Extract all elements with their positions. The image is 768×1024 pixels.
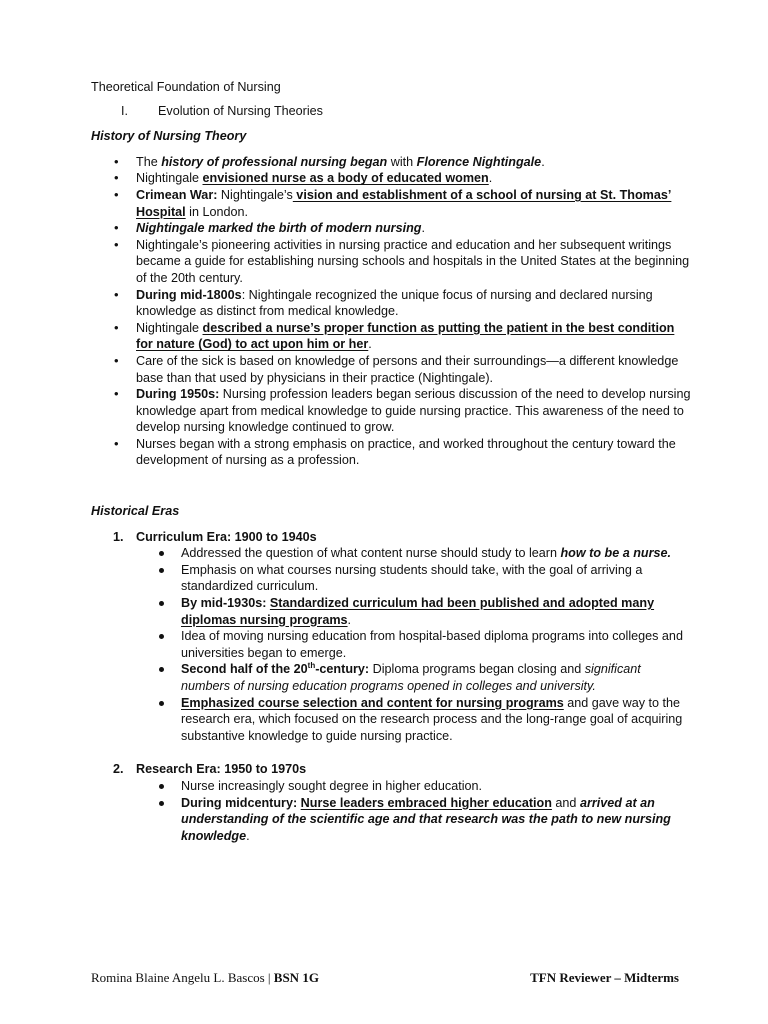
document-title: Theoretical Foundation of Nursing [91, 80, 281, 94]
text: Emphasis on what courses nursing students should take, with the goal of arriving a standardized curriculum. [181, 562, 643, 594]
footer-left [91, 970, 319, 986]
text: During mid-1800s [136, 287, 242, 302]
text: Idea of moving nursing education from hospital-based diploma programs into colleges and universities began to emerge. [181, 629, 683, 660]
text: Nightingale’s [217, 187, 293, 202]
text: Nightingale’s pioneering activities in nursing practice and education and her subsequent writings became a guide for establishing nursing schools and hospitals in the United States at the beginning of the 20th century. [136, 237, 690, 285]
list-item [91, 562, 691, 595]
history-heading: History of Nursing Theory [91, 129, 247, 144]
list-item [91, 287, 691, 320]
text: Nightingale [136, 320, 203, 335]
text: By mid-1930s: [181, 596, 267, 611]
era-number: 2. [113, 762, 124, 777]
text: Standardized curriculum had been published and adopted many diplomas nursing programs [181, 596, 655, 627]
list-item [91, 187, 691, 220]
text: . [541, 154, 545, 169]
text: . [368, 337, 372, 352]
list-item [91, 237, 691, 287]
text: The [136, 154, 162, 169]
text: Second half of the 20 [181, 662, 308, 677]
text: Nurse increasingly sought degree in higher education. [181, 778, 483, 793]
list-item [91, 628, 691, 661]
text: Nightingale marked the birth of modern nursing [136, 221, 422, 236]
text: and gave way to the research era, which focused on the research process and the long-range goal of acquiring substantive knowledge to guide nursing practice. [181, 695, 683, 743]
text: Care of the sick is based on knowledge of persons and their surroundings—a different knowledge base than that used by physicians in their practice (Nightingale). [136, 353, 679, 385]
text: Nursing profession leaders began serious discussion of the need to develop nursing knowledge apart from medical knowledge to guide nursing practice. This awareness of the need to develop nursing knowledge continued to grow. [136, 387, 691, 435]
page-footer [91, 970, 679, 986]
era-heading [91, 529, 691, 546]
text: how to be a nurse. [560, 546, 672, 561]
list-item [91, 220, 691, 237]
footer-author: Romina Blaine Angelu L. Bascos [91, 970, 265, 985]
era-list [91, 778, 691, 844]
list-item [91, 545, 691, 562]
text: Addressed the question of what content nurse should study to learn [181, 546, 561, 561]
text: described a nurse’s proper function as putting the patient in the best condition for nature (God) to act upon him or her [136, 320, 675, 352]
text: Crimean War: [136, 187, 218, 202]
text: Nurse leaders embraced higher education [300, 795, 552, 810]
section-title: Evolution of Nursing Theories [158, 103, 323, 118]
text: significant numbers of nursing education programs opened in colleges and university. [181, 662, 641, 693]
text: envisioned nurse as a body of educated women [202, 171, 489, 186]
footer-right: TFN Reviewer – Midterms [530, 970, 679, 985]
list-item [91, 661, 691, 694]
list-item [91, 353, 691, 386]
section-heading [91, 103, 691, 120]
text: . [421, 221, 425, 236]
text: . [347, 612, 352, 627]
document-body [91, 79, 691, 844]
era-list [91, 545, 691, 744]
text: and [551, 795, 580, 810]
text: . [488, 171, 493, 186]
text: with [387, 154, 417, 169]
footer-course: BSN 1G [273, 970, 319, 985]
text: : Nightingale recognized the unique focus of nursing and declared nursing knowledge as distinct from medical knowledge. [136, 287, 653, 319]
list-item [91, 320, 691, 353]
footer-separator: | [264, 970, 274, 985]
list-item [91, 595, 691, 628]
list-item [91, 386, 691, 436]
text: history of professional nursing began [161, 154, 388, 169]
history-list [91, 154, 691, 469]
text: Nurses began with a strong emphasis on practice, and worked throughout the century toward the development of nursing as a profession. [136, 436, 676, 468]
text: Nightingale [136, 171, 203, 186]
text: vision and establishment of a school of nursing at St. Thomas’ Hospital [136, 187, 672, 219]
text: Emphasized course selection and content for nursing programs [181, 695, 564, 710]
list-item [91, 154, 691, 171]
era-heading [91, 761, 691, 778]
list-item [91, 795, 691, 845]
era-number: 1. [113, 529, 124, 544]
text: . [246, 828, 250, 843]
eras-heading: Historical Eras [91, 504, 180, 519]
text: -century: [315, 662, 370, 677]
era-curriculum [91, 529, 691, 745]
text: Florence Nightingale [416, 154, 542, 169]
list-item [91, 695, 691, 745]
spacer [91, 469, 691, 503]
text: During 1950s: [136, 387, 220, 402]
text: in London. [185, 204, 249, 219]
text: arrived at an understanding of the scientific age and that research was the path to new nursing knowledge [181, 795, 671, 843]
superscript: th [307, 661, 316, 671]
text: During midcentury: [181, 795, 298, 810]
text: Diploma programs began closing and [369, 662, 585, 677]
list-item [91, 778, 691, 795]
era-title: Research Era: 1950 to 1970s [136, 762, 307, 777]
list-item [91, 436, 691, 469]
era-research [91, 761, 691, 844]
list-item [91, 170, 691, 187]
era-title: Curriculum Era: 1900 to 1940s [136, 529, 317, 544]
section-number: I. [121, 103, 128, 118]
